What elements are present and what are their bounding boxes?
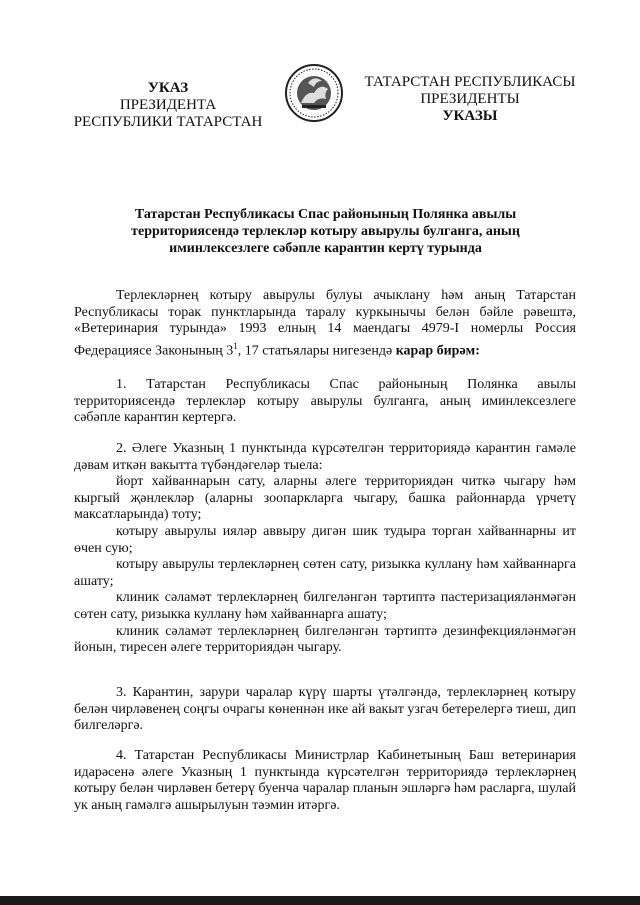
header-right	[360, 74, 580, 125]
header-right-line-1: ТАТАРСТАН РЕСПУБЛИКАСЫ	[364, 74, 576, 90]
header-left	[68, 80, 268, 131]
item-2-bullet: котыру авырулы ияләр аввыру дигән шик тудыра торган хайваннарны ит өчен сую;	[74, 523, 576, 556]
title-line-2: территориясендә терлекләр котыру авырулы булганга, аның	[131, 224, 520, 239]
header-left-line-2: ПРЕЗИДЕНТА	[119, 97, 217, 113]
header-right-line-2: ПРЕЗИДЕНТЫ	[420, 91, 520, 107]
preamble	[74, 288, 576, 360]
item-1	[74, 377, 576, 427]
header-right-line-3: УКАЗЫ	[442, 108, 498, 124]
preamble-sup: 1	[233, 340, 238, 351]
item-4	[74, 748, 576, 814]
header-left-line-3: РЕСПУБЛИКИ ТАТАРСТАН	[73, 114, 263, 130]
item-2-bullet: йорт хайваннарын сату, аларны әлеге территориядән читкә чыгару һәм кыргый җәнлекләр (аларны зоопаркларга чыгару, башка районнарда үрчетү максатларында) тоту;	[74, 474, 576, 523]
item-2-bullet: котыру авырулы терлекләрнең сөтен сату, ризыкка куллану һәм хайваннарга ашату;	[74, 557, 576, 589]
header-left-line-1: УКАЗ	[147, 80, 189, 96]
item-1-text: 1. Татарстан Республикасы Спас районының Полянка авылы территориясендә терлекләр котыру авырулы булганга, аның иминлексезлеге сәбәпле карантин кертергә.	[74, 377, 576, 426]
title-line-3: иминлексезлеге сәбәпле карантин кертү турында	[169, 241, 482, 256]
item-2-bullet: клиник сәламәт терлекләрнең билгеләнгән тәртиптә пастеризацияләнмәгән сөтен сату, ризыкка куллану һәм хайваннарга ашату;	[74, 590, 576, 622]
item-3	[74, 685, 576, 735]
preamble-bold: карар бирәм:	[395, 343, 480, 359]
title-line-1: Татарстан Республикасы Спас районының Полянка авылы	[134, 207, 517, 222]
tatarstan-emblem-icon	[284, 63, 344, 123]
scan-edge-bar	[0, 896, 640, 905]
item-2	[74, 441, 576, 657]
document-title	[88, 206, 563, 257]
preamble-text-2: , 17 статьялары нигезендә	[237, 343, 396, 359]
item-2-bullet: клиник сәламәт терлекләрнең билгеләнгән тәртиптә дезинфекцияләнмәгән йонын, тиресен әлеге территориядән чыгару.	[74, 623, 576, 656]
item-4-text: 4. Татарстан Республикасы Министрлар Кабинетының Баш ветеринария идарәсенә әлеге Указның 1 пунктында күрсәтелгән территориядә терлекләрнең котыру белән чирләвен бетерү буенча чаралар планын эшләргә һәм расларга, шулай ук аның гамәлгә ашырылуын тәэмин итәргә.	[74, 748, 576, 813]
item-2-intro: 2. Әлеге Указның 1 пунктында күрсәтелгән территориядә карантин гамәле дәвам иткән вакытта түбәндәгеләр тыела:	[74, 441, 576, 473]
preamble-text: Терлекләрнең котыру авырулы булуы ачыклану һәм аның Татарстан Республикасы торак пунктларында таралу куркынычы белән бәйле рәвештә, «Ветеринария турында» 1993 елның 14 маендагы 4979-I номерлы Россия Федерациясе Законының 3	[74, 288, 576, 359]
item-3-text: 3. Карантин, зарури чаралар күрү шарты үтәлгәндә, терлекләрнең котыру белән чирләвенең соңгы очрагы көненнән ике ай вакыт узгач бетерелергә тиеш, дип билгеләргә.	[74, 685, 576, 734]
